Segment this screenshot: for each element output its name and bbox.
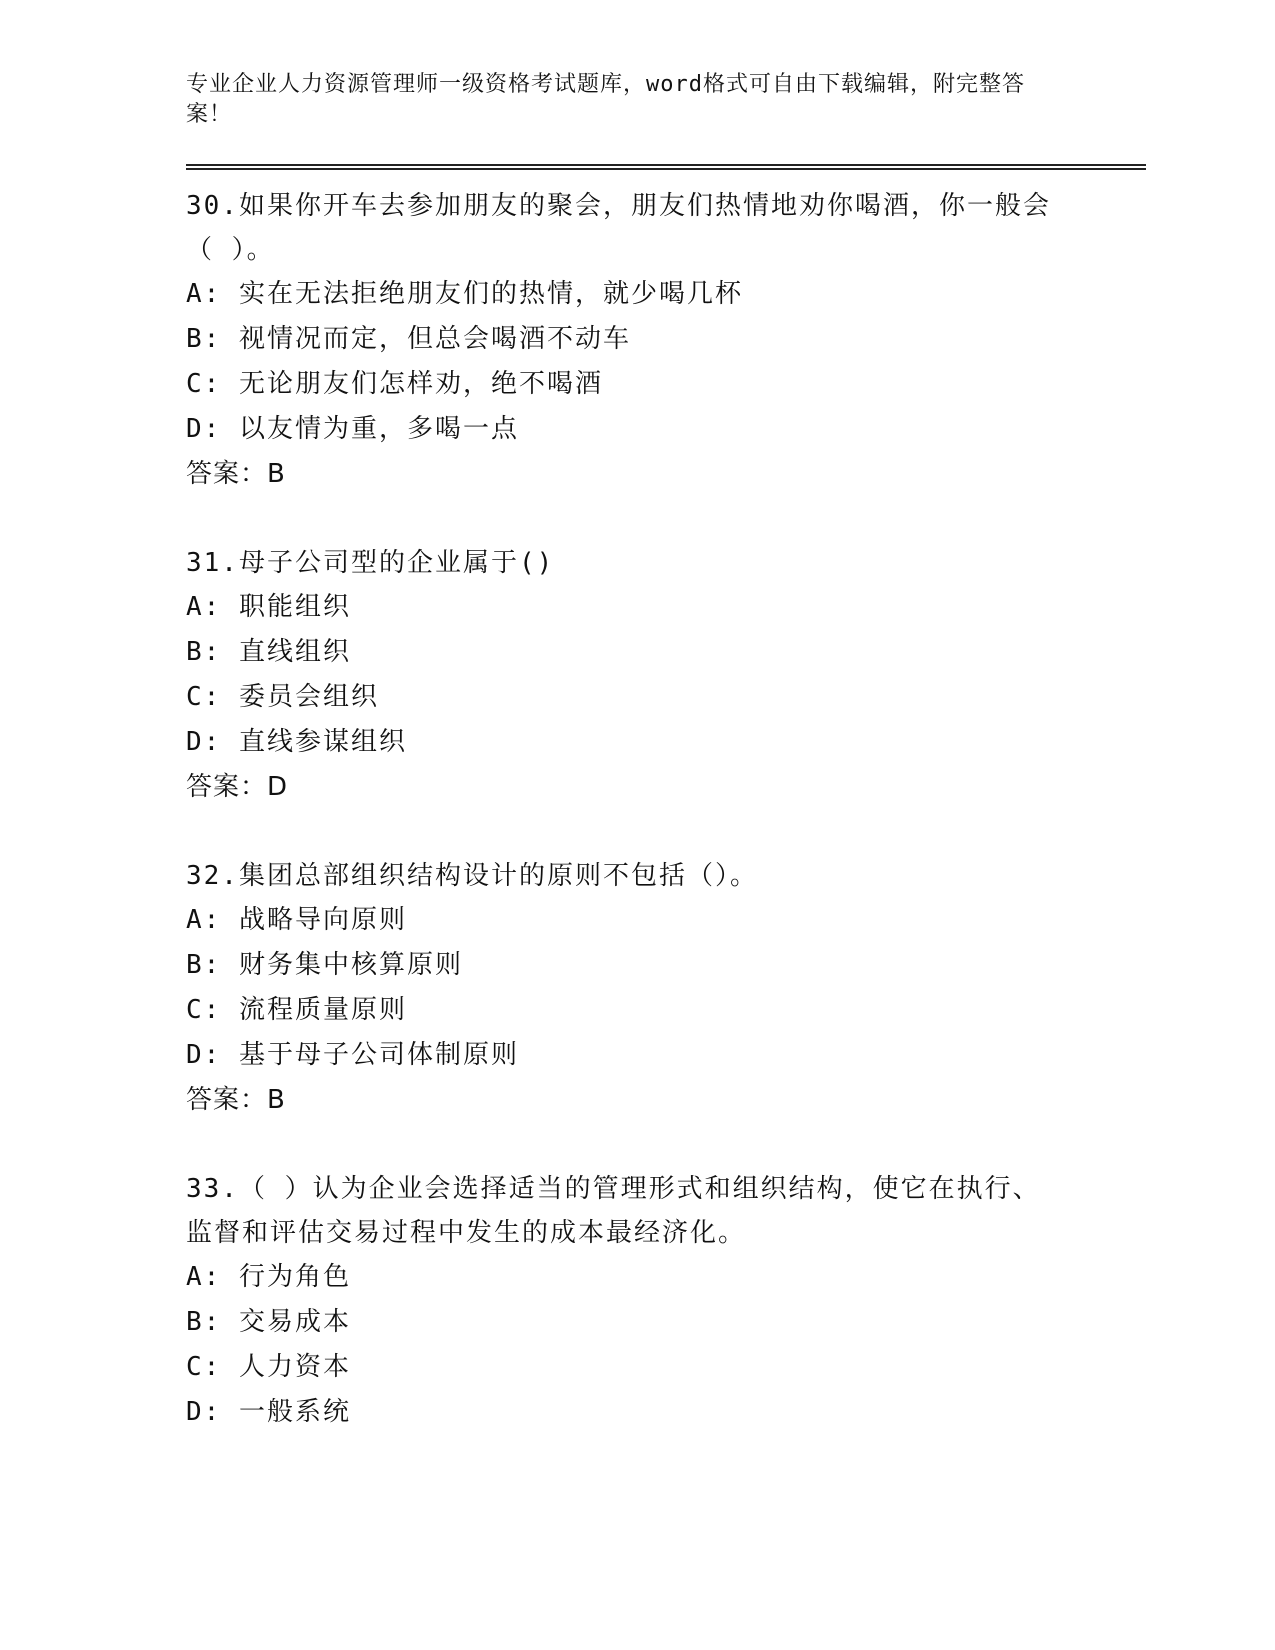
option-b: B: 视情况而定，但总会喝酒不动车 <box>186 324 631 354</box>
option-c: C: 流程质量原则 <box>186 995 407 1025</box>
option-a: A: 职能组织 <box>186 592 351 622</box>
question-30 <box>186 184 1146 497</box>
option-d: D: 一般系统 <box>186 1397 351 1427</box>
document-page <box>186 70 1146 1435</box>
option-d: D: 以友情为重，多喝一点 <box>186 414 519 444</box>
question-33 <box>186 1167 1146 1435</box>
answer-line: 答案：B <box>186 459 286 489</box>
option-d: D: 基于母子公司体制原则 <box>186 1040 519 1070</box>
option-a: A: 战略导向原则 <box>186 905 407 935</box>
divider-line-bottom <box>186 168 1146 170</box>
option-c: C: 人力资本 <box>186 1352 351 1382</box>
document-header: 专业企业人力资源管理师一级资格考试题库，word格式可自由下载编辑，附完整答案！ <box>186 72 1025 127</box>
divider-line-top <box>186 164 1146 166</box>
question-31 <box>186 541 1146 810</box>
option-b: B: 交易成本 <box>186 1307 351 1337</box>
option-a: A: 行为角色 <box>186 1262 351 1292</box>
header-divider <box>186 164 1146 170</box>
option-c: C: 委员会组织 <box>186 682 379 712</box>
question-32 <box>186 854 1146 1123</box>
question-stem: 32.集团总部组织结构设计的原则不包括（）。 <box>186 861 758 891</box>
option-a: A: 实在无法拒绝朋友们的热情，就少喝几杯 <box>186 279 743 309</box>
option-d: D: 直线参谋组织 <box>186 727 407 757</box>
option-c: C: 无论朋友们怎样劝，绝不喝酒 <box>186 369 603 399</box>
question-stem: 30.如果你开车去参加朋友的聚会，朋友们热情地劝你喝酒，你一般会（ ）。 <box>186 191 1051 265</box>
option-b: B: 直线组织 <box>186 637 351 667</box>
question-stem: 33.（ ）认为企业会选择适当的管理形式和组织结构，使它在执行、监督和评估交易过程中发生的成本最经济化。 <box>186 1174 1041 1248</box>
answer-line: 答案：D <box>186 772 289 802</box>
option-b: B: 财务集中核算原则 <box>186 950 463 980</box>
question-stem: 31.母子公司型的企业属于() <box>186 548 555 578</box>
answer-line: 答案：B <box>186 1085 286 1115</box>
